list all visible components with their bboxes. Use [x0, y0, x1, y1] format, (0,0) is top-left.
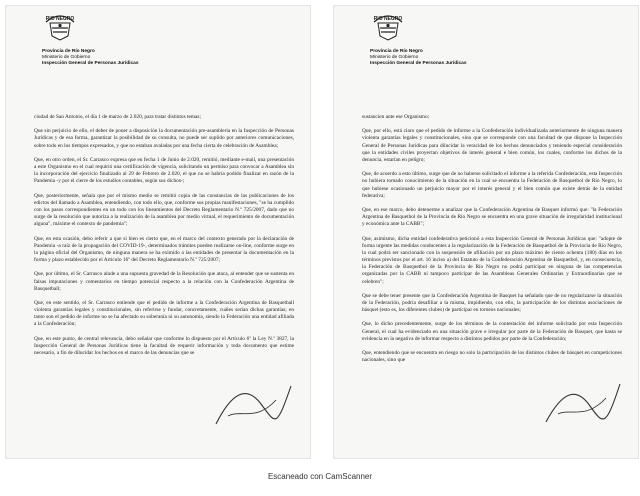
handwritten-signature	[534, 374, 624, 434]
svg-text:RIO NEGRO: RIO NEGRO	[373, 16, 403, 22]
paragraph: Que, por último, el Sr. Carrasco alude a una supuesta gravedad de la Resolución que ataca, al entender que se sustenta en falsas imputaciones y comentarios en tiempo potencial respecto a la relación con la Confederación Argentina de Basquetball;	[34, 271, 294, 292]
letterhead	[42, 12, 222, 82]
paragraph: Que sin perjuicio de ello, el deber de poner a disposición la documentación pre-asambleria en la Inspección de Personas Jurídicas y de esa forma, garantizar la posibilidad de su consulta, no puede ser suplido por anteriores comunicaciones, sobre todo en los tiempos expresados, y que no estaban avaladas por una fecha cierta de celebración de Asamblea;	[34, 128, 294, 149]
date-line: ciudad de San Antonio, el día 1 de marzo de 2.020, para tratar distintos temas;	[34, 114, 201, 120]
province-logo	[370, 12, 410, 46]
paragraph: Que se debe tener presente que la Confederación Argentina de Basquet ha señalado que de no regularizarse la situación de la Federación, podría desafiliar a la misma, impidiendo, con ello, la participación de los distintas asociaciones de básquet (esto es, los diferentes clubes) de participar en torneos nacionales;	[362, 292, 622, 314]
letterhead	[370, 12, 550, 82]
paragraph: Que, en ese marco, debo detenerme a analizar que la Confederación Argentina de Basquet informó que: "la Federación Argentina de Basquetbol de la Provincia de Río Negro se encuentra en una grave situación de irregularidad institucional y económica ante la CABB";	[362, 206, 622, 228]
province-logo	[42, 12, 82, 46]
institution-block	[42, 49, 222, 67]
office-name: Inspección General de Personas Jurídicas	[42, 61, 139, 66]
right-page-body	[362, 114, 622, 372]
ministry-name: Ministerio de Gobierno	[42, 55, 91, 60]
institution-block	[370, 49, 550, 67]
paragraph: Que, lo dicho precedentemente, surge de los términos de la contestación del informe solicitado por esta Inspección General, el cual ha evidenciado en una situación grave e irregular por parte de la Federación de Basquet, que hasta se evidencia en la negativa de informar respecto a distintos pedidos por parte de la Confederación;	[362, 321, 622, 342]
paragraph: Que, entendiendo que se encuentra en riesgo no solo la participación de los distintos clubes de básquet en competiciones nacionales, sino que	[362, 350, 622, 364]
shield-icon	[42, 12, 78, 42]
paragraph: Que, por ello, está claro que el pedido de informe a la Confederación individualizada anteriormente de ninguna manera violenta garantías legales y constitucionales, sino que se corresponde con una facultad de que dispone la Inspección General de Personas Jurídicas para dilucidar la veracidad de los hechos denunciados y teniendo especial consideración que la entidades civiles proyectan objetivos de interés general e bien común, los cuales, conforme los dichos de la denuncia, estarían en peligro;	[362, 128, 622, 163]
ministry-name: Ministerio de Gobierno	[370, 55, 419, 60]
office-name: Inspección General de Personas Jurídicas	[370, 61, 467, 66]
document-page-left	[6, 6, 310, 458]
paragraph: Que, en otro orden, el Sr. Carrasco expresa que en fecha 1 de Junio de 2.020, remitió, mediante e-mail, una presentación a este Organismo en el cual requirió una certificación de vigencia, solicitando un permiso para convocar a Asamblea sin la incorporación del ejercicio finalizado al 29 de Febrero de 2.020, el que no se habría podido finalizar en razón de la Pandemia -y por el cierre de los estudios contables, según sus dichos-;	[34, 156, 294, 185]
paragraph: Que, posteriormente, señala que por el mismo medio se remitió copia de las constancias de las publicaciones de los edictos del llamado a Asamblea, entendiendo, con todo ello, que, conforme sus propias manifestaciones, "se ha cumplido con los pasos correspondientes en un todo con los lineamientos del Decreto Reglamentario N.º 725/2007, dado que no surge de la resolución que autoriza a la realización de la asamblea por medio virtual, el requerimiento de documentación alguna", máxime el contexto de pandemia";	[34, 192, 294, 228]
document-page-right	[334, 6, 638, 458]
svg-text:RIO NEGRO: RIO NEGRO	[45, 16, 75, 22]
province-name: Provincia de Río Negro	[42, 49, 95, 54]
paragraph: Que, asimismo, dicha entidad confederativa peticionó a esta Inspección General de Personas Jurídicas que: "adopte de forma urgente las medidas conducentes a la regularización de la Federación de Basquetbol de la Provincia de Río Negro, la cual podrá ser sancionado con la suspensión de afiliación por un plazo máximo de ciento ochenta (180) días en los términos previstos por el art. 16 inciso a) del Estatuto de la Confederación Argentina de Basquetbol, y, en consecuencia, la Federación de Basquetbol de la Provincia de Río Negro no podrá participar en ninguna de las competencias organizadas por la CABB ni tampoco participar de las Asambleas Generales Ordinarias y Extraordinarias que se celebren";	[362, 235, 622, 285]
province-name: Provincia de Río Negro	[370, 49, 423, 54]
left-page-body	[34, 114, 294, 364]
paragraph: Que, en esta ocasión, debo referir a que si bien es cierto que, en el marco del contexto generado por la declaración de Pandemia -a raíz de la propagación del COVID-19-, determinados trámites pueden realizarse on-line, conforme surge en la página oficial del Organismo, de ninguna manera se ha eximido a las entidades de presentar la documentación en la forma y plazo establecido por el Artículo 16º del Decreto Reglamentario N.º 725/2007;	[34, 235, 294, 264]
shield-icon	[370, 12, 406, 42]
handwritten-signature	[206, 374, 296, 434]
paragraph: Que, en este sentido, el Sr. Carrasco entiende que el pedido de informe a la Confederación Argentina de Basquetball violenta garantías legales y constitucionales, sin referirse y fundar, concretamente, cuáles serían dichas garantías; en tanto son el pedido de informe no se ha afectado su soberanía ni su autonomía, siendo la Federación una entidad afiliada a la Confederación;	[34, 299, 294, 328]
paragraph: sustancien ante ese Organismo;	[362, 114, 430, 120]
paragraph: Que, de acuerdo a esto último, surge que de no haberse solicitado el informe a la referida Confederación, esta Inspección no hubiera tomado conocimiento de la situación en la cual se encuentra la Federación de Basquetbol de Río Negro, lo que hubiese ocasionado un perjuicio mayor por el interés general y el bien común que existe detrás de la entidad federativa;	[362, 171, 622, 199]
paragraph: Que, en este punto, de central relevancia, debo señalar que conforme lo dispuesto por el Artículo 6º la Ley N.º 3827, la Inspección General de Personas Jurídicas tiene la facultad de requerir información y toda documento que estime necesario, a fin de dilucidar los hechos en el marco de las denuncias que se	[34, 335, 294, 357]
scanner-watermark: Escaneado con CamScanner	[267, 472, 373, 481]
